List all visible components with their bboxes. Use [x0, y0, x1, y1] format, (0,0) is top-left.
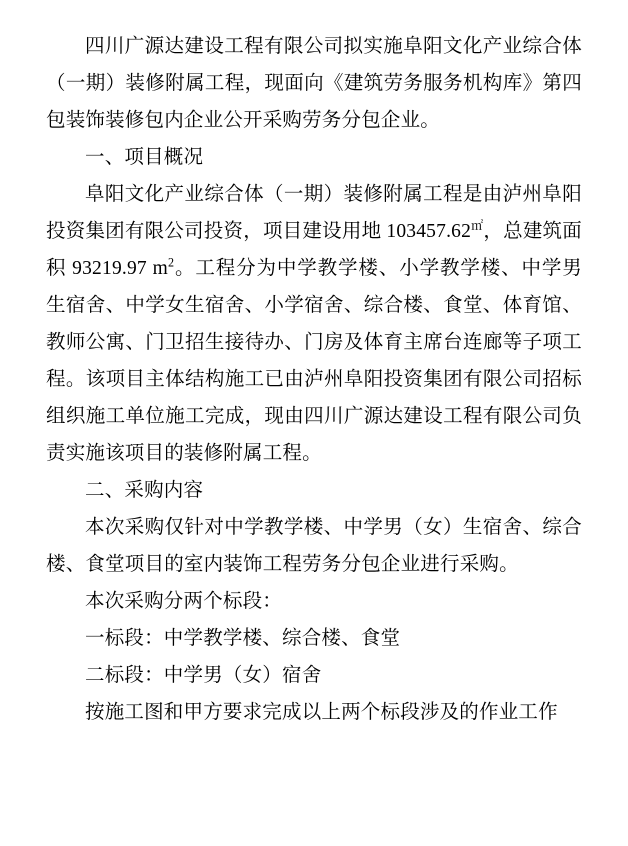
overview-unit-exponent: 2 [168, 255, 175, 270]
intro-paragraph: 四川广源达建设工程有限公司拟实施阜阳文化产业综合体（一期）装修附属工程，现面向《建筑劳务服务机构库》第四包装饰装修包内企业公开采购劳务分包企业。 [46, 36, 582, 131]
project-overview-paragraph [46, 176, 582, 472]
overview-unit-area: ㎡ [471, 218, 484, 233]
work-requirement-paragraph: 按施工图和甲方要求完成以上两个标段涉及的作业工作 [85, 702, 558, 723]
overview-segment-3: 。工程分为中学教学楼、小学教学楼、中学男生宿舍、中学女生宿舍、小学宿舍、综合楼、食堂、体育馆、教师公寓、门卫招生接待办、门房及体育主席台连廊等子项工程。该项目主体结构施工已由泸州阜阳投资集团有限公司招标组织施工单位施工完成，现由四川广源达建设工程有限公司负责实施该项目的装修附属工程。 [46, 258, 582, 464]
document-body [46, 28, 582, 731]
purchase-scope-paragraph: 本次采购仅针对中学教学楼、中学男（女）生宿舍、综合楼、食堂项目的室内装饰工程劳务分包企业进行采购。 [46, 517, 582, 575]
section-heading-two: 二、采购内容 [85, 480, 204, 501]
lot-two-paragraph: 二标段：中学男（女）宿舍 [85, 665, 322, 686]
overview-segment-2: ，总建筑面积 93219.97 m [46, 221, 582, 279]
lot-one-paragraph: 一标段：中学教学楼、综合楼、食堂 [85, 628, 401, 649]
overview-segment-1: 阜阳文化产业综合体（一期）装修附属工程是由泸州阜阳投资集团有限公司投资，项目建设用地 103457.62 [46, 184, 582, 242]
lot-intro-paragraph: 本次采购分两个标段： [85, 591, 283, 612]
section-heading-one: 一、项目概况 [85, 147, 204, 168]
